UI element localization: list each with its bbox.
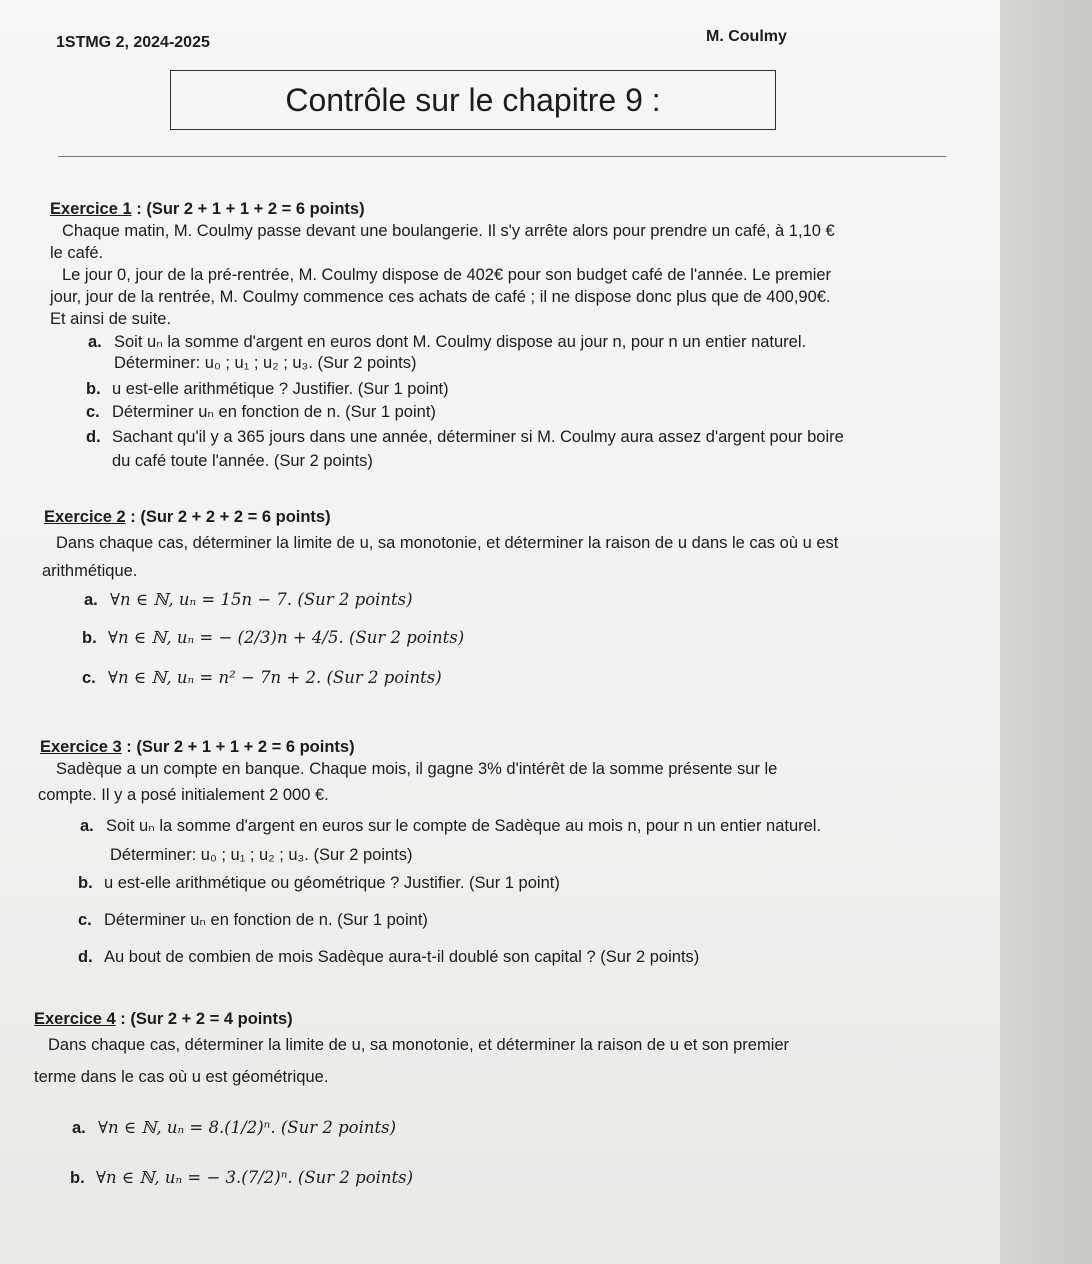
exercise-4-question-a	[72, 1118, 396, 1138]
exercise-3-question-c	[78, 910, 428, 930]
exercise-2-question-a	[84, 590, 413, 610]
exercise-1-heading	[50, 200, 365, 219]
question-formula: ∀n ∈ ℕ, uₙ = 15n − 7. (Sur 2 points)	[110, 590, 413, 609]
exercise-3-heading	[40, 738, 355, 757]
exercise-1-paragraph-2: Le jour 0, jour de la pré-rentrée, M. Coulmy dispose de 402€ pour son budget café de l'année. Le premier	[62, 266, 832, 284]
exercise-2-question-c	[82, 668, 442, 688]
exercise-1-question-d-cont: du café toute l'année. (Sur 2 points)	[112, 452, 373, 470]
exercise-1-paragraph-1: Chaque matin, M. Coulmy passe devant une boulangerie. Il s'y arrête alors pour prendre un café, à 1,10 €	[62, 222, 835, 240]
exercise-4-paragraph: Dans chaque cas, déterminer la limite de u, sa monotonie, et déterminer la raison de u et son premier	[48, 1036, 790, 1054]
question-letter: b.	[82, 629, 97, 647]
question-text: Déterminer uₙ en fonction de n. (Sur 1 point)	[112, 403, 436, 421]
question-letter: d.	[78, 948, 93, 966]
exercise-4-heading	[34, 1010, 293, 1029]
exercise-1-question-d	[86, 428, 844, 447]
question-letter: d.	[86, 428, 101, 446]
exercise-2-points: : (Sur 2 + 2 + 2 = 6 points)	[130, 508, 331, 526]
paper-edge-background	[1000, 0, 1092, 1264]
question-text: Soit uₙ la somme d'argent en euros sur le compte de Sadèque au mois n, pour n un entier naturel.	[106, 817, 822, 835]
exercise-2-heading	[44, 508, 331, 527]
exercise-4-name: Exercice 4	[34, 1010, 116, 1028]
question-text: Soit uₙ la somme d'argent en euros dont M. Coulmy dispose au jour n, pour n un entier naturel.	[114, 333, 807, 351]
exercise-3-paragraph: Sadèque a un compte en banque. Chaque mois, il gagne 3% d'intérêt de la somme présente sur le	[56, 760, 778, 778]
question-text: u est-elle arithmétique ? Justifier. (Sur 1 point)	[112, 380, 449, 398]
question-formula: ∀n ∈ ℕ, uₙ = − (2/3)n + 4/5. (Sur 2 points)	[108, 628, 465, 647]
divider	[58, 156, 946, 157]
exercise-1-question-a-cont: Déterminer: u₀ ; u₁ ; u₂ ; u₃. (Sur 2 points)	[114, 354, 417, 372]
exercise-4-points: : (Sur 2 + 2 = 4 points)	[120, 1010, 293, 1028]
class-year: 1STMG 2, 2024-2025	[56, 34, 210, 51]
question-letter: b.	[70, 1169, 85, 1187]
question-text: Sachant qu'il y a 365 jours dans une année, déterminer si M. Coulmy aura assez d'argent pour boire	[112, 428, 844, 446]
question-text: Au bout de combien de mois Sadèque aura-t-il doublé son capital ? (Sur 2 points)	[104, 948, 700, 966]
question-letter: a.	[80, 817, 94, 835]
exercise-1-paragraph-2-end: Et ainsi de suite.	[50, 310, 172, 328]
question-letter: c.	[86, 403, 100, 421]
exercise-1-question-c	[86, 402, 436, 422]
exercise-1-paragraph-1-cont: le café.	[50, 244, 104, 262]
question-letter: c.	[82, 669, 96, 687]
teacher-name: M. Coulmy	[706, 28, 787, 45]
question-letter: a.	[72, 1119, 86, 1137]
question-letter: b.	[86, 380, 101, 398]
question-formula: ∀n ∈ ℕ, uₙ = − 3.(7/2)ⁿ. (Sur 2 points)	[96, 1168, 414, 1187]
exercise-3-question-b	[78, 874, 560, 893]
exercise-1-name: Exercice 1	[50, 200, 132, 218]
exercise-3-name: Exercice 3	[40, 738, 122, 756]
exercise-4-question-b	[70, 1168, 413, 1188]
exercise-3-points: : (Sur 2 + 1 + 1 + 2 = 6 points)	[126, 738, 355, 756]
exercise-4-paragraph-cont: terme dans le cas où u est géométrique.	[34, 1068, 329, 1086]
exercise-3-question-a-cont: Déterminer: u₀ ; u₁ ; u₂ ; u₃. (Sur 2 points)	[110, 846, 413, 864]
exercise-2-paragraph-cont: arithmétique.	[42, 562, 138, 580]
question-formula: ∀n ∈ ℕ, uₙ = 8.(1/2)ⁿ. (Sur 2 points)	[98, 1118, 397, 1137]
question-text: Déterminer uₙ en fonction de n. (Sur 1 point)	[104, 911, 428, 929]
page-title: Contrôle sur le chapitre 9 :	[170, 70, 776, 130]
exercise-1-question-a	[88, 332, 806, 352]
question-letter: b.	[78, 874, 93, 892]
question-letter: a.	[84, 591, 98, 609]
exercise-1-paragraph-2-cont: jour, jour de la rentrée, M. Coulmy commence ces achats de café ; il ne dispose donc plus que de 400,90€.	[50, 288, 831, 306]
exercise-3-paragraph-cont: compte. Il y a posé initialement 2 000 €.	[38, 786, 329, 804]
exercise-3-question-d	[78, 948, 699, 967]
question-letter: a.	[88, 333, 102, 351]
exercise-2-name: Exercice 2	[44, 508, 126, 526]
exercise-2-paragraph: Dans chaque cas, déterminer la limite de u, sa monotonie, et déterminer la raison de u dans le cas où u est	[56, 534, 839, 552]
exercise-1-points: : (Sur 2 + 1 + 1 + 2 = 6 points)	[136, 200, 365, 218]
question-letter: c.	[78, 911, 92, 929]
question-text: u est-elle arithmétique ou géométrique ? Justifier. (Sur 1 point)	[104, 874, 560, 892]
exercise-1-question-b	[86, 380, 449, 399]
exercise-3-question-a	[80, 816, 821, 836]
exercise-2-question-b	[82, 628, 464, 648]
question-formula: ∀n ∈ ℕ, uₙ = n² − 7n + 2. (Sur 2 points)	[108, 668, 442, 687]
